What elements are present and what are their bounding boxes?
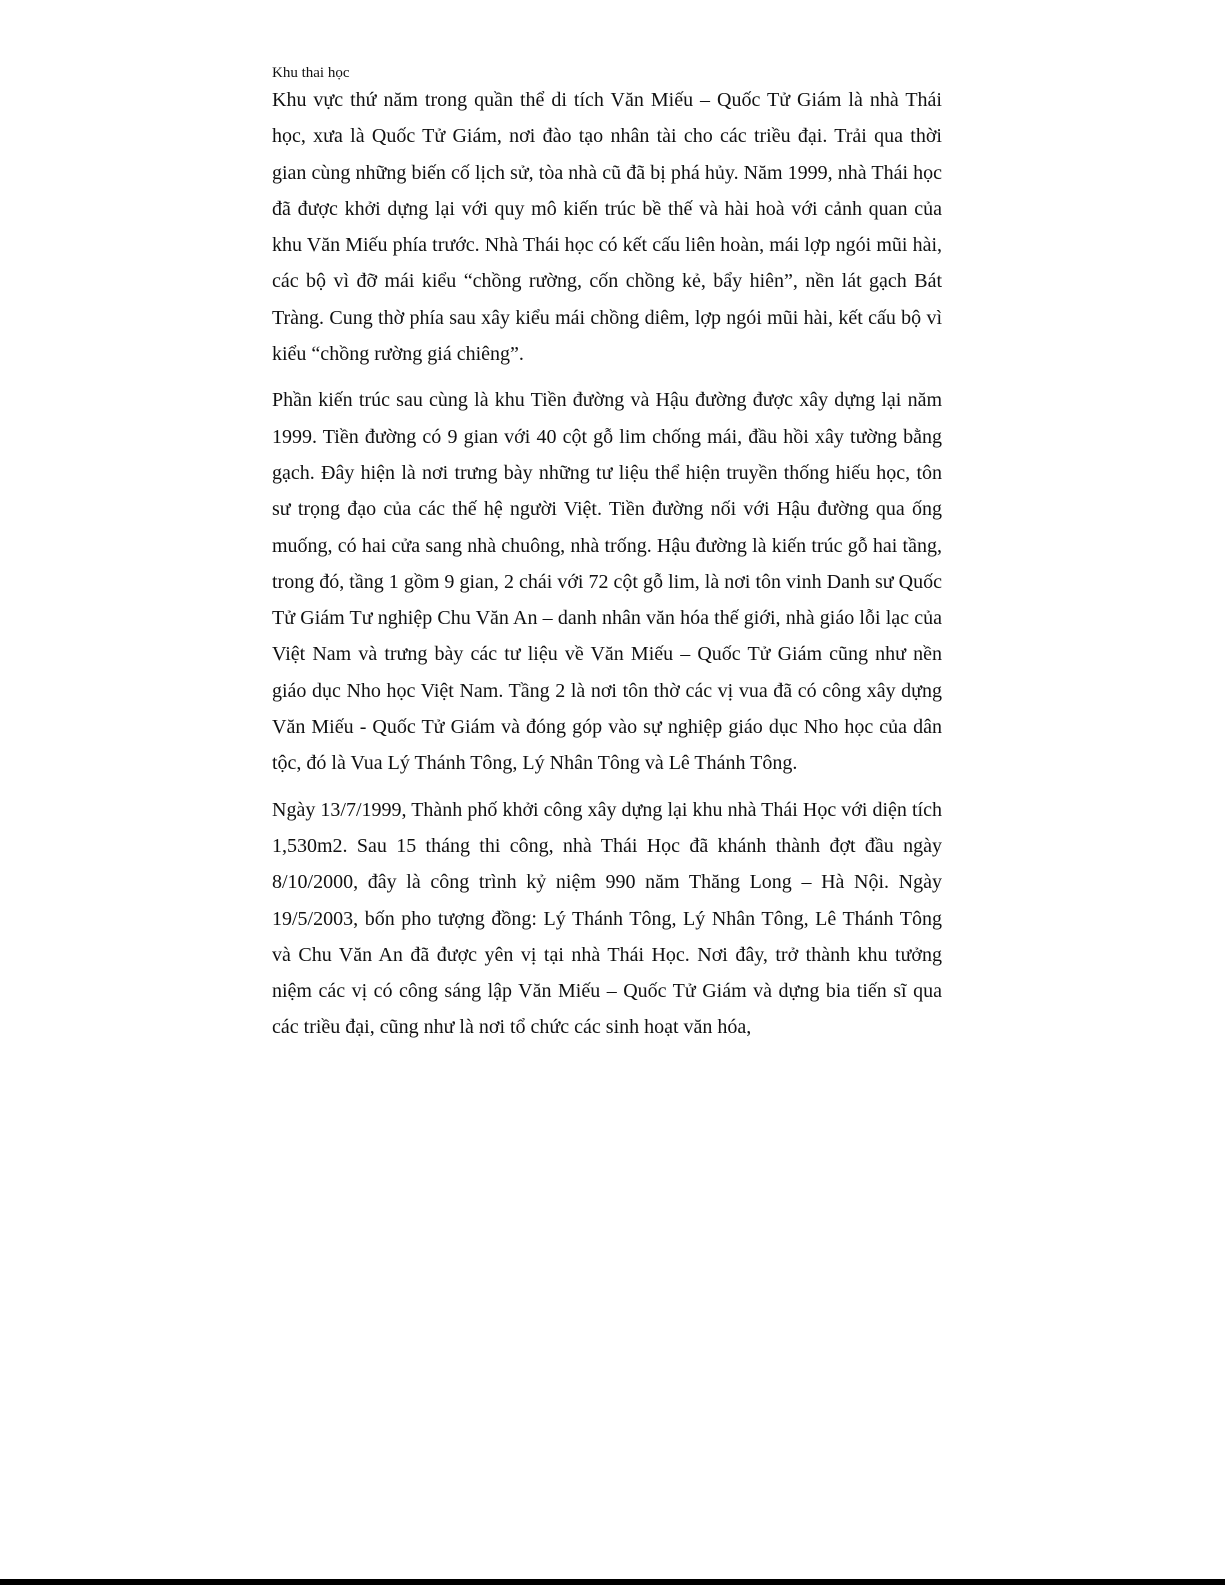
paragraph-tien-duong-hau-duong: Phần kiến trúc sau cùng là khu Tiền đường và Hậu đường được xây dựng lại năm 1999. Tiền đường có 9 gian với 40 cột gỗ lim chống mái, đầu hồi xây tường bằng gạch. Đây hiện là nơi trưng bày những tư liệu thể hiện truyền thống hiếu học, tôn sư trọng đạo của các thế hệ người Việt. Tiền đường nối với Hậu đường qua ống muống, có hai cửa sang nhà chuông, nhà trống. Hậu đường là kiến trúc gỗ hai tầng, trong đó, tầng 1 gồm 9 gian, 2 chái với 72 cột gỗ lim, là nơi tôn vinh Danh sư Quốc Tử Giám Tư nghiệp Chu Văn An – danh nhân văn hóa thế giới, nhà giáo lỗi lạc của Việt Nam và trưng bày các tư liệu về Văn Miếu – Quốc Tử Giám cũng như nền giáo dục Nho học Việt Nam. Tầng 2 là nơi tôn thờ các vị vua đã có công xây dựng Văn Miếu - Quốc Tử Giám và đóng góp vào sự nghiệp giáo dục Nho học của dân tộc, đó là Vua Lý Thánh Tông, Lý Nhân Tông và Lê Thánh Tông. <box>272 389 942 775</box>
document-body <box>272 64 942 1046</box>
section-heading: Khu thai học <box>272 65 350 81</box>
page-bottom-rule <box>0 1579 1225 1585</box>
paragraph-reconstruction-history: Ngày 13/7/1999, Thành phố khởi công xây dựng lại khu nhà Thái Học với diện tích 1,530m2. Sau 15 tháng thi công, nhà Thái Học đã khánh thành đợt đầu ngày 8/10/2000, đây là công trình kỷ niệm 990 năm Thăng Long – Hà Nội. Ngày 19/5/2003, bốn pho tượng đồng: Lý Thánh Tông, Lý Nhân Tông, Lê Thánh Tông và Chu Văn An đã được yên vị tại nhà Thái Học. Nơi đây, trở thành khu tưởng niệm các vị có công sáng lập Văn Miếu – Quốc Tử Giám và dựng bia tiến sĩ qua các triều đại, cũng như là nơi tổ chức các sinh hoạt văn hóa, <box>272 798 942 1039</box>
paragraph-thai-hoc: Khu vực thứ năm trong quần thể di tích Văn Miếu – Quốc Tử Giám là nhà Thái học, xưa là Quốc Tử Giám, nơi đào tạo nhân tài cho các triều đại. Trải qua thời gian cùng những biến cố lịch sử, tòa nhà cũ đã bị phá hủy. Năm 1999, nhà Thái học đã được khởi dựng lại với quy mô kiến trúc bề thế và hài hoà với cảnh quan của khu Văn Miếu phía trước. Nhà Thái học có kết cấu liên hoàn, mái lợp ngói mũi hài, các bộ vì đỡ mái kiểu “chồng rường, cốn chồng kẻ, bẩy hiên”, nền lát gạch Bát Tràng. Cung thờ phía sau xây kiểu mái chồng diêm, lợp ngói mũi hài, kết cấu bộ vì kiểu “chồng rường giá chiêng”. <box>272 89 942 366</box>
